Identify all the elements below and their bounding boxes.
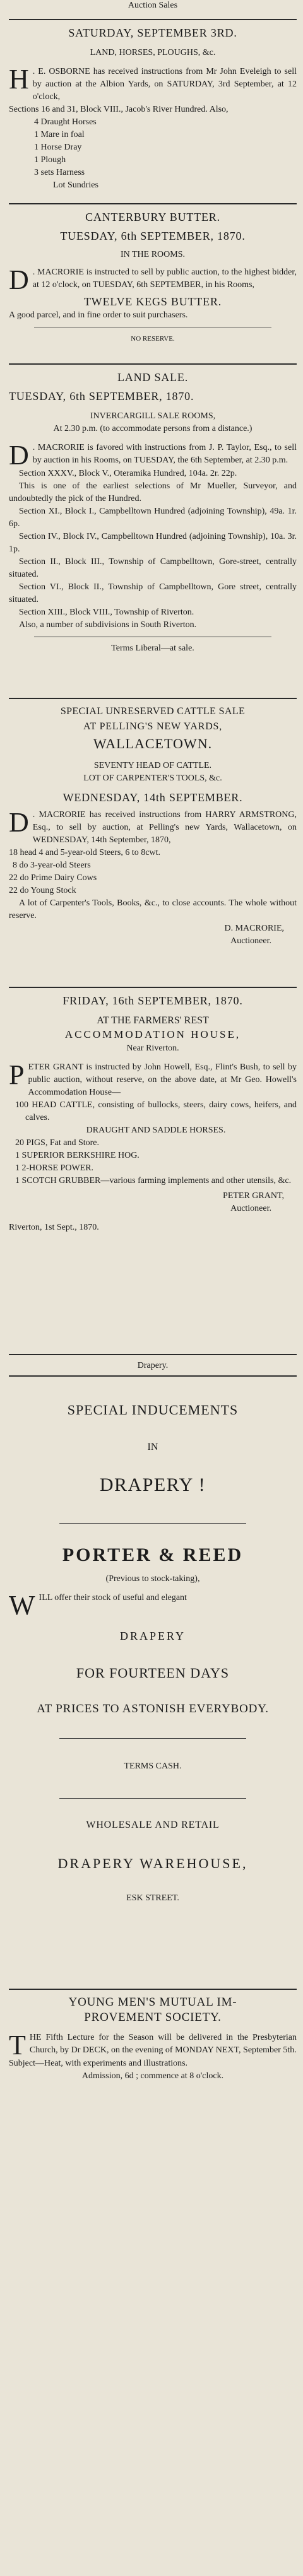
divider: [9, 987, 297, 988]
list-item: DRAUGHT AND SADDLE HORSES.: [86, 1126, 226, 1135]
ad-line: DRAPERY WAREHOUSE,: [57, 1856, 248, 1871]
ad-porter-reed: [9, 1401, 297, 1981]
ad-line: IN: [147, 1442, 158, 1452]
list-item: Lot Sundries: [53, 180, 98, 190]
divider: [59, 1523, 246, 1524]
drop-cap: P: [9, 1059, 25, 1090]
ad-canterbury-butter: [9, 209, 297, 356]
ad-near: Near Riverton.: [126, 1044, 179, 1053]
ad-body: . E. OSBORNE has received instructions from Mr John Eveleigh to sell by auction at the Albion Yards, on SATURDAY, 3rd September, at 12 o'clock,: [32, 67, 297, 102]
ad-mutual-improvement-society: [9, 1995, 297, 2121]
ad-line: FOR FOURTEEN DAYS: [76, 1665, 230, 1681]
divider: [9, 203, 297, 204]
ad-land-sale: [9, 370, 297, 690]
divider: [9, 1989, 297, 1990]
ad-place: WALLACETOWN.: [93, 736, 213, 751]
list-item: 8 do 3-year-old Steers: [13, 861, 91, 870]
ad-date: WEDNESDAY, 14th SEPTEMBER.: [62, 791, 243, 804]
list-item: 1 SUPERIOR BERKSHIRE HOG.: [15, 1151, 140, 1160]
ad-footer: A good parcel, and in fine order to suit purchasers.: [9, 310, 188, 320]
drop-cap: D: [9, 264, 29, 295]
ad-line: DRAPERY: [119, 1630, 186, 1642]
ad-venue: IN THE ROOMS.: [120, 250, 186, 259]
divider: [59, 1738, 246, 1739]
list-item: 1 Plough: [34, 155, 66, 165]
list-item: 20 PIGS, Fat and Store.: [15, 1138, 99, 1148]
ad-note: NO RESERVE.: [131, 335, 175, 343]
ad-cattle-sale: [9, 704, 297, 979]
ad-time: At 2.30 p.m. (to accommodate persons from a distance.): [53, 424, 252, 433]
drop-cap: W: [9, 1590, 35, 1621]
ad-land-horses-ploughs: [9, 25, 297, 196]
ad-date: TUESDAY, 6th SEPTEMBER, 1870.: [9, 390, 194, 403]
list-item: 3 sets Harness: [34, 168, 85, 177]
ad-paragraph: Section IV., Block IV., Campbelltown Hundred (adjoining Township), 10a. 3r. 1p.: [9, 532, 297, 554]
ad-terms: Terms Liberal—at sale.: [111, 644, 194, 653]
ad-sub: SEVENTY HEAD OF CATTLE.: [93, 761, 212, 770]
ad-line: AT PRICES TO ASTONISH EVERYBODY.: [37, 1702, 269, 1715]
ad-title: YOUNG MEN'S MUTUAL IM-: [68, 1996, 237, 2009]
ad-body: . MACRORIE is instructed to sell by public auction, to the highest bidder, at 12 o'clock, on TUESDAY, 6th SEPTEMBER, in his Rooms,: [32, 268, 297, 290]
ad-headline: TWELVE KEGS BUTTER.: [83, 295, 222, 308]
list-item: 100 HEAD CATTLE, consisting of bullocks, steers, dairy cows, heifers, and calves.: [15, 1100, 297, 1122]
section-header: Auction Sales: [128, 1, 178, 10]
list-item: 1 Horse Dray: [34, 143, 82, 152]
ad-sections: Sections 16 and 31, Block VIII., Jacob's River Hundred. Also,: [9, 105, 229, 114]
list-item: 1 SCOTCH GRUBBER—various farming implements and other utensils, &c.: [15, 1176, 292, 1185]
list-item: 1 2-HORSE POWER.: [15, 1163, 94, 1173]
drop-cap: T: [9, 2030, 26, 2061]
ad-date: TUESDAY, 6th SEPTEMBER, 1870.: [60, 230, 246, 242]
divider: [9, 1375, 297, 1377]
ad-sub: LOT OF CARPENTER'S TOOLS, &c.: [83, 773, 222, 783]
divider: [59, 1798, 246, 1799]
ad-note: (Previous to stock-taking),: [105, 1574, 200, 1584]
ad-paragraph: Section VI., Block II., Township of Campbelltown, Gore street, centrally situated.: [9, 582, 297, 604]
ad-subtitle: LAND, HORSES, PLOUGHS, &c.: [90, 48, 216, 57]
ad-paragraph: Section XXXV., Block V., Oteramika Hundred, 104a. 2r. 22p.: [19, 469, 237, 478]
ad-title: SATURDAY, SEPTEMBER 3RD.: [68, 26, 237, 39]
ad-body: HE Fifth Lecture for the Season will be delivered in the Presbyterian Church, by Dr DECK, on the evening of MONDAY NEXT, September 5th.: [29, 2033, 297, 2055]
ad-line: ESK STREET.: [126, 1893, 179, 1903]
ad-title: PROVEMENT SOCIETY.: [84, 2011, 222, 2024]
ad-paragraph: Section II., Block III., Township of Campbelltown, Gore-street, centrally situated.: [9, 557, 297, 579]
ad-venue2: ACCOMMODATION HOUSE,: [64, 1028, 241, 1040]
ad-line: WHOLESALE AND RETAIL: [86, 1820, 220, 1830]
ad-paragraph: Section XI., Block I., Campbelltown Hundred (adjoining Township), 49a. 1r. 6p.: [9, 507, 297, 529]
list-item: 22 do Prime Dairy Cows: [9, 873, 97, 883]
dateline: Riverton, 1st Sept., 1870.: [9, 1223, 99, 1232]
ad-subject: Subject—Heat, with experiments and illustrations.: [9, 2059, 188, 2068]
ad-farmers-rest: [9, 993, 297, 1346]
ad-footer: A lot of Carpenter's Tools, Books, &c., to close accounts. The whole without reserve.: [9, 898, 297, 920]
drop-cap: H: [9, 64, 29, 95]
ad-paragraph: This is one of the earliest selections of Mr Mueller, Surveyor, and undoubtedly the pick of the Hundred.: [9, 481, 297, 503]
signature-title: Auctioneer.: [230, 1204, 271, 1213]
ad-body: . MACRORIE has received instructions from HARRY ARMSTRONG, Esq., to sell by auction, at Pelling's new Yards, Wallacetown, on WEDNESDAY, 14th September, 1870,: [32, 810, 297, 845]
list-item: 4 Draught Horses: [34, 117, 97, 127]
ad-paragraph: Also, a number of subdivisions in South Riverton.: [19, 620, 197, 630]
ad-paragraph: Section XIII., Block VIII., Township of Riverton.: [19, 608, 194, 617]
ad-date: FRIDAY, 16th SEPTEMBER, 1870.: [62, 994, 243, 1007]
divider: [9, 19, 297, 20]
ad-line: SPECIAL INDUCEMENTS: [67, 1402, 239, 1418]
ad-venue: AT PELLING'S NEW YARDS,: [83, 721, 223, 732]
ad-title: LAND SALE.: [117, 371, 188, 384]
divider: [9, 363, 297, 365]
ad-line: DRAPERY !: [99, 1474, 206, 1495]
drop-cap: D: [9, 807, 29, 838]
divider: [9, 698, 297, 699]
ad-body: ETER GRANT is instructed by John Howell, Esq., Flint's Bush, to sell by public auction, without reserve, on the above date, at Mr Geo. Howell's Accommodation House—: [28, 1062, 297, 1097]
ad-body: ILL offer their stock of useful and elegant: [39, 1593, 187, 1603]
section-header: Drapery.: [137, 1361, 169, 1370]
ad-title: SPECIAL UNRESERVED CATTLE SALE: [60, 706, 246, 717]
ad-venue: AT THE FARMERS' REST: [97, 1015, 209, 1026]
ad-body: . MACRORIE is favored with instructions from J. P. Taylor, Esq., to sell by auction in his Rooms, on TUESDAY, the 6th September, at 2.30 p.m.: [32, 443, 297, 465]
ad-firm: PORTER & REED: [62, 1544, 244, 1565]
signature-name: D. MACRORIE,: [224, 924, 284, 933]
divider: [9, 1354, 297, 1355]
ad-title: CANTERBURY BUTTER.: [85, 211, 220, 223]
ad-admission: Admission, 6d ; commence at 8 o'clock.: [81, 2071, 224, 2081]
signature-title: Auctioneer.: [230, 936, 271, 946]
list-item: 22 do Young Stock: [9, 886, 76, 895]
ad-terms: TERMS CASH.: [124, 1761, 182, 1771]
drop-cap: D: [9, 440, 29, 471]
list-item: 1 Mare in foal: [34, 130, 85, 139]
signature-name: PETER GRANT,: [223, 1191, 284, 1201]
list-item: 18 head 4 and 5-year-old Steers, 6 to 8cwt.: [9, 848, 160, 857]
ad-venue: INVERCARGILL SALE ROOMS,: [90, 411, 216, 421]
